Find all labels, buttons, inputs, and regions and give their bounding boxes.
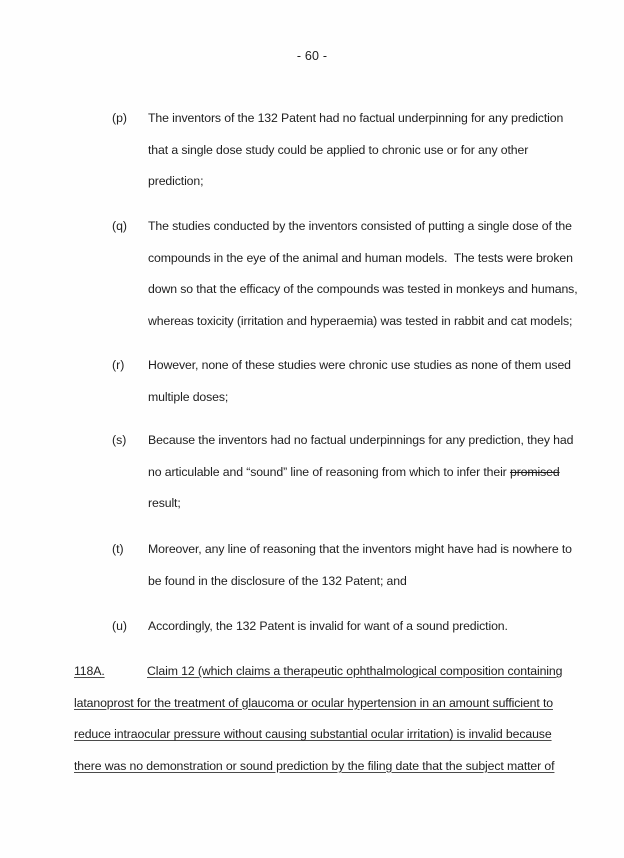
text-line — [148, 457, 558, 489]
text-line: that a single dose study could be applied to chronic use or for any other — [148, 142, 529, 157]
text-line: The studies conducted by the inventors consisted of putting a single dose of the — [148, 219, 572, 233]
struck-word: promised — [509, 464, 560, 479]
claim-paragraph-118a — [74, 656, 563, 782]
text-line: The inventors of the 132 Patent had no factual underpinning for any prediction — [148, 111, 564, 125]
text-line: down so that the efficacy of the compounds was tested in monkeys and humans, — [148, 282, 578, 297]
text-line: result; — [148, 496, 181, 511]
item-text — [148, 103, 564, 198]
text-line: prediction; — [148, 174, 204, 189]
item-label: (u) — [112, 619, 128, 633]
text-segment: Claim 12 (which claims a therapeutic ophthalmological composition containing — [147, 664, 563, 678]
text-line: Because the inventors had no factual underpinnings for any prediction, they had — [148, 433, 574, 447]
text-line: Accordingly, the 132 Patent is invalid for want of a sound prediction. — [148, 619, 508, 633]
text-line — [74, 751, 554, 783]
item-label: (t) — [112, 542, 124, 556]
text-line — [74, 719, 554, 751]
item-text — [148, 611, 558, 643]
item-label: (p) — [112, 111, 128, 125]
item-text — [148, 350, 571, 413]
item-label: (r) — [112, 358, 125, 372]
text-segment: reduce intraocular pressure without causing substantial ocular irritation) is invalid because — [74, 727, 552, 742]
text-line: be found in the disclosure of the 132 Patent; and — [148, 573, 407, 588]
page-number: - 60 - — [296, 49, 328, 63]
text-line: multiple doses; — [148, 389, 229, 404]
item-text — [148, 534, 572, 597]
text-line: compounds in the eye of the animal and human models. The tests were broken — [148, 250, 573, 265]
text-segment: there was no demonstration or sound prediction by the filing date that the subject matter of — [74, 758, 555, 773]
text-line: However, none of these studies were chronic use studies as none of them used — [148, 358, 571, 372]
item-label: (s) — [112, 433, 127, 447]
text-line — [74, 688, 554, 720]
text-segment: no articulable and “sound” line of reasoning from which to infer their — [148, 464, 510, 479]
paragraph-number: 118A. — [74, 664, 105, 678]
text-line: whereas toxicity (irritation and hyperaemia) was tested in rabbit and cat models; — [148, 313, 573, 328]
text-segment: latanoprost for the treatment of glaucoma or ocular hypertension in an amount sufficient to — [74, 695, 553, 710]
item-text — [148, 425, 574, 520]
text-line — [74, 656, 563, 688]
item-text — [148, 211, 578, 337]
text-line: Moreover, any line of reasoning that the inventors might have had is nowhere to — [148, 542, 572, 556]
item-label: (q) — [112, 219, 128, 233]
